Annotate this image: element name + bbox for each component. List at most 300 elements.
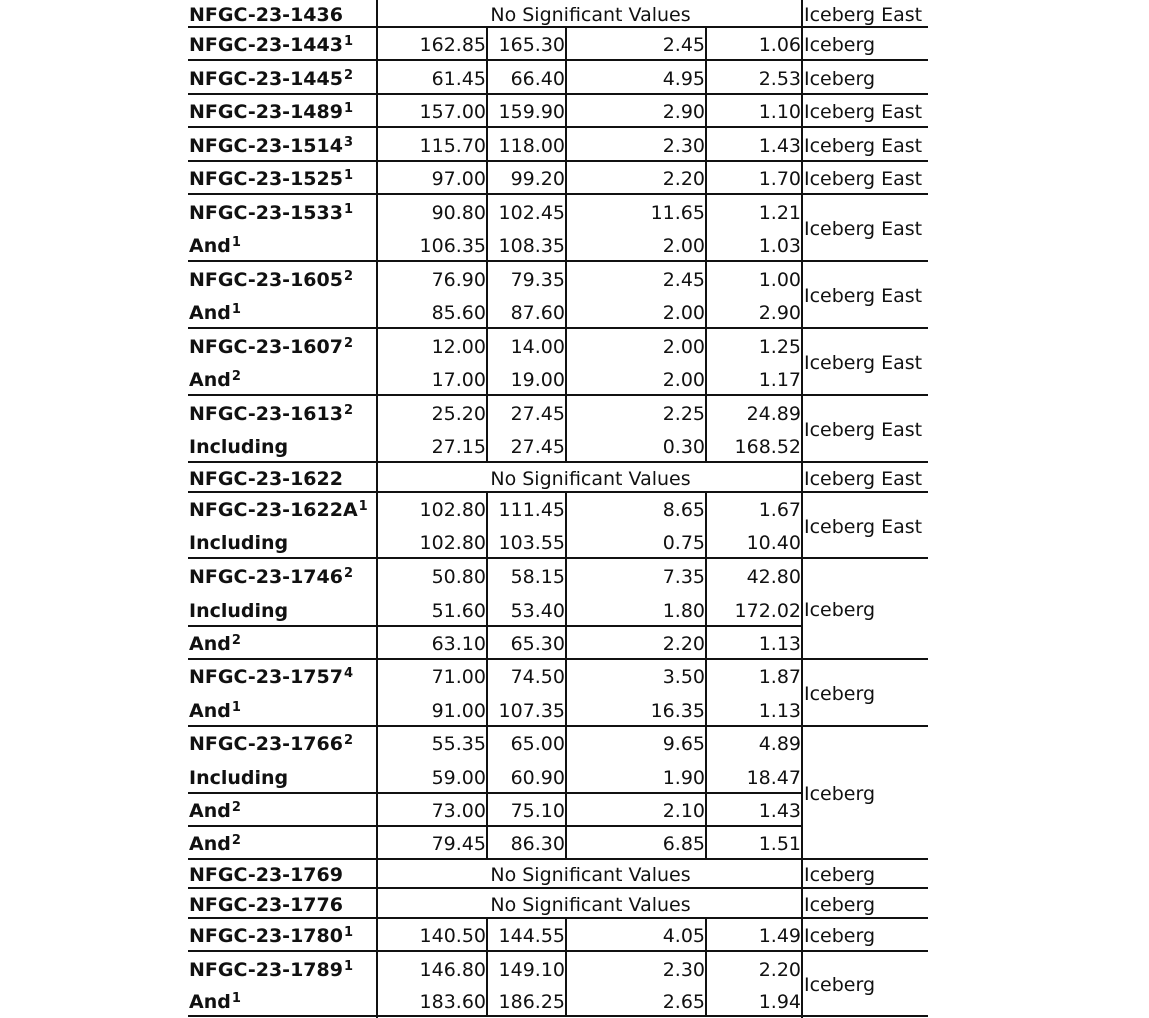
hole-label: And: [189, 369, 231, 391]
hole-id: [189, 337, 353, 357]
to-m: 159.90: [498, 101, 565, 123]
length-m: 2.00: [662, 235, 705, 257]
au-gpt: 2.20: [758, 959, 801, 981]
column-divider: [565, 952, 567, 986]
column-divider: [705, 593, 707, 627]
from-m: 59.00: [431, 767, 486, 789]
column-divider: [486, 262, 488, 296]
footnote-marker: 1: [231, 700, 241, 715]
hole-id: [189, 500, 368, 520]
column-divider: [565, 593, 567, 627]
hole-label: NFGC-23-1613: [189, 403, 343, 425]
column-divider: [486, 430, 488, 463]
hole-label: Including: [189, 532, 289, 554]
to-m: 144.55: [498, 925, 565, 947]
hole-label: NFGC-23-1757: [189, 666, 343, 688]
row-divider: [188, 126, 928, 128]
hole-label: And: [189, 235, 231, 257]
zone-name: Iceberg: [804, 864, 876, 886]
zone-name: Iceberg East: [804, 419, 923, 441]
row-divider: [188, 557, 803, 559]
hole-label: Including: [189, 767, 289, 789]
au-gpt: 1.17: [758, 369, 801, 391]
zone-name: Iceberg: [804, 925, 876, 947]
footnote-marker: 2: [343, 68, 353, 83]
hole-label: And: [189, 800, 231, 822]
hole-id: [189, 270, 353, 290]
hole-label: And: [189, 833, 231, 855]
column-divider: [565, 363, 567, 396]
length-m: 2.65: [662, 991, 705, 1013]
length-m: 11.65: [650, 202, 705, 224]
hole-id: [189, 169, 353, 189]
column-divider: [565, 162, 567, 195]
zone-name: Iceberg East: [804, 285, 923, 307]
au-gpt: 18.47: [746, 767, 801, 789]
hole-label: NFGC-23-1622A: [189, 499, 358, 521]
row-divider: [188, 950, 928, 952]
row-divider: [188, 917, 928, 919]
column-divider: [705, 952, 707, 986]
row-divider: [188, 625, 803, 627]
hole-label: And: [189, 700, 231, 722]
au-gpt: 42.80: [746, 566, 801, 588]
to-m: 60.90: [510, 767, 565, 789]
hole-id: [189, 404, 353, 424]
column-divider: [565, 760, 567, 794]
to-m: 75.10: [510, 800, 565, 822]
column-divider: [565, 559, 567, 593]
column-divider: [486, 95, 488, 128]
hole-label: NFGC-23-1766: [189, 733, 343, 755]
to-m: 79.35: [510, 269, 565, 291]
to-m: 107.35: [498, 700, 565, 722]
footnote-marker: 4: [343, 666, 353, 681]
length-m: 2.90: [662, 101, 705, 123]
column-divider: [565, 329, 567, 363]
hole-id: [189, 203, 353, 223]
from-m: 51.60: [431, 600, 486, 622]
column-divider: [705, 195, 707, 229]
hole-id: [189, 734, 353, 754]
hole-label: NFGC-23-1769: [189, 864, 343, 886]
zone-name: Iceberg East: [804, 468, 923, 490]
hole-id: [189, 768, 288, 788]
au-gpt: 1.70: [758, 168, 801, 190]
column-divider: [486, 363, 488, 396]
from-m: 76.90: [431, 269, 486, 291]
hole-label: NFGC-23-1607: [189, 336, 343, 358]
column-divider: [705, 363, 707, 396]
hole-id: [189, 35, 353, 55]
column-divider: [705, 493, 707, 526]
au-gpt: 1.94: [758, 991, 801, 1013]
row-divider: [188, 59, 928, 61]
to-m: 186.25: [498, 991, 565, 1013]
hole-label: NFGC-23-1776: [189, 894, 343, 916]
au-gpt: 1.25: [758, 336, 801, 358]
column-divider: [565, 660, 567, 693]
to-m: 27.45: [510, 403, 565, 425]
from-m: 146.80: [419, 959, 486, 981]
hole-id: [189, 370, 241, 390]
to-m: 102.45: [498, 202, 565, 224]
column-divider: [705, 660, 707, 693]
hole-label: NFGC-23-1525: [189, 168, 343, 190]
length-m: 2.20: [662, 633, 705, 655]
column-divider: [565, 526, 567, 559]
hole-id: [189, 960, 353, 980]
hole-label: NFGC-23-1622: [189, 468, 343, 490]
au-gpt: 1.00: [758, 269, 801, 291]
row-divider: [188, 858, 803, 860]
column-divider: [486, 986, 488, 1017]
column-divider: [705, 794, 707, 827]
hole-id: [189, 926, 353, 946]
from-m: 102.80: [419, 532, 486, 554]
column-divider: [705, 827, 707, 860]
hole-id: [189, 701, 241, 721]
length-m: 0.75: [662, 532, 705, 554]
column-divider: [705, 727, 707, 760]
zone-name: Iceberg East: [804, 135, 923, 157]
zone-name: Iceberg: [804, 974, 876, 996]
au-gpt: 1.43: [758, 800, 801, 822]
length-m: 2.30: [662, 959, 705, 981]
column-divider: [565, 195, 567, 229]
column-divider: [705, 693, 707, 727]
length-m: 1.90: [662, 767, 705, 789]
column-divider: [705, 526, 707, 559]
au-gpt: 1.49: [758, 925, 801, 947]
row-divider: [188, 725, 803, 727]
column-divider: [486, 593, 488, 627]
length-m: 2.20: [662, 168, 705, 190]
hole-id: [189, 667, 353, 687]
column-divider: [486, 760, 488, 794]
au-gpt: 1.13: [758, 633, 801, 655]
column-divider: [705, 329, 707, 363]
column-divider: [486, 28, 488, 61]
column-divider: [486, 727, 488, 760]
footnote-marker: 1: [343, 925, 353, 940]
footnote-marker: 1: [343, 34, 353, 49]
au-gpt: 1.03: [758, 235, 801, 257]
length-m: 4.05: [662, 925, 705, 947]
hole-label: NFGC-23-1514: [189, 135, 343, 157]
footnote-marker: 2: [231, 369, 241, 384]
from-m: 61.45: [431, 68, 486, 90]
to-m: 118.00: [498, 135, 565, 157]
au-gpt: 168.52: [734, 436, 801, 458]
column-divider: [486, 162, 488, 195]
column-divider: [705, 986, 707, 1017]
zone-name: Iceberg East: [804, 218, 923, 240]
hole-id: [189, 601, 288, 621]
footnote-marker: 2: [343, 336, 353, 351]
to-m: 53.40: [510, 600, 565, 622]
from-m: 25.20: [431, 403, 486, 425]
hole-id: [189, 136, 353, 156]
column-divider: [486, 61, 488, 95]
row-divider: [188, 825, 803, 827]
column-divider: [565, 827, 567, 860]
column-divider: [486, 627, 488, 660]
to-m: 65.30: [510, 633, 565, 655]
from-m: 63.10: [431, 633, 486, 655]
au-gpt: 172.02: [734, 600, 801, 622]
hole-label: NFGC-23-1533: [189, 202, 343, 224]
row-divider: [188, 26, 928, 28]
hole-id: [189, 69, 353, 89]
hole-label: And: [189, 302, 231, 324]
column-divider: [486, 128, 488, 162]
au-gpt: 1.10: [758, 101, 801, 123]
hole-label: NFGC-23-1436: [189, 4, 343, 26]
column-divider: [705, 162, 707, 195]
zone-name: Iceberg: [804, 894, 876, 916]
column-divider: [486, 229, 488, 262]
footnote-marker: 2: [231, 833, 241, 848]
hole-id: [189, 895, 343, 915]
hole-id: [189, 567, 353, 587]
column-divider: [565, 396, 567, 430]
column-divider: [486, 329, 488, 363]
length-m: 2.00: [662, 302, 705, 324]
zone-name: Iceberg: [804, 599, 876, 621]
from-m: 183.60: [419, 991, 486, 1013]
au-gpt: 1.43: [758, 135, 801, 157]
hole-id: [189, 102, 353, 122]
length-m: 9.65: [662, 733, 705, 755]
column-divider: [705, 919, 707, 952]
hole-id: [189, 634, 241, 654]
hole-id: [189, 865, 343, 885]
to-m: 65.00: [510, 733, 565, 755]
from-m: 106.35: [419, 235, 486, 257]
to-m: 74.50: [510, 666, 565, 688]
length-m: 16.35: [650, 700, 705, 722]
no-significant-values: No Significant Values: [490, 468, 691, 490]
from-m: 97.00: [431, 168, 486, 190]
length-m: 8.65: [662, 499, 705, 521]
from-m: 115.70: [419, 135, 486, 157]
from-m: 157.00: [419, 101, 486, 123]
hole-label: NFGC-23-1605: [189, 269, 343, 291]
column-divider: [565, 794, 567, 827]
from-m: 140.50: [419, 925, 486, 947]
footnote-marker: 1: [231, 235, 241, 250]
column-divider: [565, 627, 567, 660]
au-gpt: 2.90: [758, 302, 801, 324]
from-m: 90.80: [431, 202, 486, 224]
to-m: 19.00: [510, 369, 565, 391]
row-divider: [188, 658, 803, 660]
length-m: 6.85: [662, 833, 705, 855]
au-gpt: 10.40: [746, 532, 801, 554]
zone-name: Iceberg: [804, 34, 876, 56]
footnote-marker: 1: [231, 991, 241, 1006]
length-m: 2.00: [662, 369, 705, 391]
from-m: 27.15: [431, 436, 486, 458]
length-m: 0.30: [662, 436, 705, 458]
row-divider: [188, 461, 803, 463]
au-gpt: 2.53: [758, 68, 801, 90]
footnote-marker: 1: [343, 168, 353, 183]
row-divider: [188, 792, 803, 794]
zone-name: Iceberg East: [804, 168, 923, 190]
column-divider: [486, 195, 488, 229]
no-significant-values: No Significant Values: [490, 864, 691, 886]
row-divider: [188, 394, 803, 396]
column-divider: [565, 430, 567, 463]
hole-id: [189, 801, 241, 821]
au-gpt: 1.06: [758, 34, 801, 56]
column-divider: [486, 794, 488, 827]
from-m: 85.60: [431, 302, 486, 324]
column-divider: [705, 262, 707, 296]
row-divider: [188, 260, 803, 262]
footnote-marker: 2: [343, 403, 353, 418]
length-m: 3.50: [662, 666, 705, 688]
column-divider: [705, 396, 707, 430]
column-divider: [705, 430, 707, 463]
footnote-marker: 1: [343, 101, 353, 116]
footnote-marker: 1: [343, 202, 353, 217]
row-divider: [188, 1015, 803, 1017]
column-divider: [486, 559, 488, 593]
no-significant-values: No Significant Values: [490, 894, 691, 916]
column-divider: [565, 95, 567, 128]
au-gpt: 4.89: [758, 733, 801, 755]
column-divider: [376, 0, 378, 1018]
column-divider: [705, 760, 707, 794]
row-divider: [188, 327, 803, 329]
column-divider: [565, 727, 567, 760]
au-gpt: 1.13: [758, 700, 801, 722]
column-divider: [565, 128, 567, 162]
column-divider: [565, 986, 567, 1017]
au-gpt: 24.89: [746, 403, 801, 425]
column-divider: [705, 28, 707, 61]
footnote-marker: 1: [343, 959, 353, 974]
zone-name: Iceberg East: [804, 101, 923, 123]
zone-name: Iceberg East: [804, 516, 923, 538]
hole-label: NFGC-23-1789: [189, 959, 343, 981]
hole-id: [189, 5, 343, 25]
hole-label: NFGC-23-1780: [189, 925, 343, 947]
to-m: 111.45: [498, 499, 565, 521]
row-divider: [188, 193, 928, 195]
row-divider: [188, 887, 928, 889]
to-m: 108.35: [498, 235, 565, 257]
from-m: 91.00: [431, 700, 486, 722]
zone-name: Iceberg East: [804, 4, 923, 26]
length-m: 4.95: [662, 68, 705, 90]
footnote-marker: 2: [231, 800, 241, 815]
to-m: 14.00: [510, 336, 565, 358]
to-m: 99.20: [510, 168, 565, 190]
column-divider: [565, 296, 567, 329]
hole-id: [189, 533, 288, 553]
footnote-marker: 2: [343, 733, 353, 748]
column-divider: [801, 0, 803, 1018]
length-m: 7.35: [662, 566, 705, 588]
column-divider: [486, 296, 488, 329]
column-divider: [486, 919, 488, 952]
zone-name: Iceberg East: [804, 352, 923, 374]
hole-id: [189, 437, 288, 457]
from-m: 79.45: [431, 833, 486, 855]
column-divider: [705, 296, 707, 329]
to-m: 58.15: [510, 566, 565, 588]
column-divider: [486, 396, 488, 430]
column-divider: [705, 95, 707, 128]
footnote-marker: 3: [343, 135, 353, 150]
to-m: 103.55: [498, 532, 565, 554]
from-m: 50.80: [431, 566, 486, 588]
column-divider: [705, 627, 707, 660]
to-m: 149.10: [498, 959, 565, 981]
column-divider: [565, 262, 567, 296]
to-m: 27.45: [510, 436, 565, 458]
hole-label: NFGC-23-1443: [189, 34, 343, 56]
footnote-marker: 1: [358, 499, 368, 514]
column-divider: [565, 28, 567, 61]
hole-id: [189, 834, 241, 854]
from-m: 102.80: [419, 499, 486, 521]
column-divider: [705, 559, 707, 593]
to-m: 165.30: [498, 34, 565, 56]
hole-id: [189, 236, 241, 256]
from-m: 71.00: [431, 666, 486, 688]
column-divider: [565, 919, 567, 952]
from-m: 17.00: [431, 369, 486, 391]
length-m: 2.45: [662, 34, 705, 56]
zone-name: Iceberg: [804, 683, 876, 705]
hole-id: [189, 992, 241, 1012]
length-m: 2.25: [662, 403, 705, 425]
au-gpt: 1.51: [758, 833, 801, 855]
column-divider: [486, 693, 488, 727]
column-divider: [486, 660, 488, 693]
zone-name: Iceberg: [804, 68, 876, 90]
column-divider: [486, 952, 488, 986]
length-m: 2.00: [662, 336, 705, 358]
length-m: 2.30: [662, 135, 705, 157]
no-significant-values: No Significant Values: [490, 4, 691, 26]
hole-label: And: [189, 633, 231, 655]
column-divider: [565, 693, 567, 727]
to-m: 66.40: [510, 68, 565, 90]
au-gpt: 1.21: [758, 202, 801, 224]
hole-label: Including: [189, 600, 289, 622]
length-m: 1.80: [662, 600, 705, 622]
from-m: 162.85: [419, 34, 486, 56]
from-m: 55.35: [431, 733, 486, 755]
column-divider: [486, 827, 488, 860]
au-gpt: 1.67: [758, 499, 801, 521]
hole-label: NFGC-23-1746: [189, 566, 343, 588]
hole-label: NFGC-23-1489: [189, 101, 343, 123]
row-divider: [188, 93, 928, 95]
column-divider: [486, 493, 488, 526]
length-m: 2.45: [662, 269, 705, 291]
from-m: 73.00: [431, 800, 486, 822]
column-divider: [486, 526, 488, 559]
column-divider: [705, 229, 707, 262]
hole-id: [189, 469, 343, 489]
